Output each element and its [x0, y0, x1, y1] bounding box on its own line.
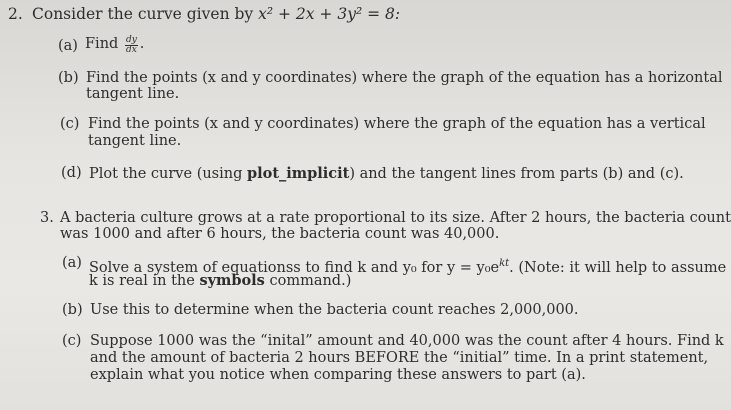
q3b-text: Use this to determine when the bacteria count reaches 2,000,000. — [90, 302, 579, 318]
q3a-exponent: kt — [499, 258, 510, 269]
q3a-line2-post: command.) — [264, 273, 352, 289]
q3c-label: (c) — [62, 333, 82, 349]
question-2-equation: x² + 2x + 3y² = 8: — [258, 5, 401, 23]
q3a-label: (a) — [62, 255, 82, 271]
q2a-text — [85, 36, 144, 55]
question-2-stem-text: Consider the curve given by — [32, 5, 259, 23]
q2d-post: ) and the tangent lines from parts (b) and (c). — [349, 166, 684, 182]
question-3-line2: was 1000 and after 6 hours, the bacteria count was 40,000. — [60, 226, 500, 242]
q3a-line2-pre: k is real in the — [89, 273, 200, 289]
question-3-line1: A bacteria culture grows at a rate proportional to its size. After 2 hours, the bacteria count — [60, 210, 731, 226]
q3a-bold-command: symbols — [199, 272, 265, 289]
q2d-bold-command: plot_implicit — [247, 165, 350, 182]
q2c-label: (c) — [60, 116, 80, 132]
q3a-line2 — [89, 272, 351, 290]
frac-numerator: dy — [125, 35, 137, 45]
question-2-stem — [32, 6, 400, 23]
q2d-label: (d) — [61, 165, 82, 181]
q2a-period: . — [139, 36, 145, 52]
q2b-line1: Find the points (x and y coordinates) where the graph of the equation has a horizontal — [86, 70, 723, 86]
q3b-label: (b) — [62, 302, 83, 318]
q2a-label: (a) — [58, 38, 78, 54]
q2d-pre: Plot the curve (using — [89, 166, 247, 182]
q2c-line2: tangent line. — [88, 133, 182, 149]
q3c-line2: and the amount of bacteria 2 hours BEFORE the “initial” time. In a print statement, — [90, 350, 709, 366]
q3a-line1-pre: Solve a system of equationss to find k and y₀ for y = y₀e — [89, 260, 500, 276]
q2c-line1: Find the points (x and y coordinates) where the graph of the equation has a vertical — [88, 116, 706, 132]
q2b-line2: tangent line. — [86, 86, 180, 102]
q2b-label: (b) — [58, 70, 79, 86]
q2d-text — [89, 165, 684, 183]
q3c-line3: explain what you notice when comparing these answers to part (a). — [90, 367, 586, 383]
frac-denominator: dx — [125, 45, 137, 55]
question-3-number: 3. — [40, 210, 54, 226]
dy-dx-fraction — [125, 36, 138, 55]
q2a-find: Find — [85, 36, 123, 52]
question-2-number: 2. — [8, 5, 23, 23]
q3c-line1: Suppose 1000 was the “inital” amount and 40,000 was the count after 4 hours. Find k — [90, 333, 724, 349]
q3a-line1-post: . (Note: it will help to assume — [509, 260, 727, 276]
